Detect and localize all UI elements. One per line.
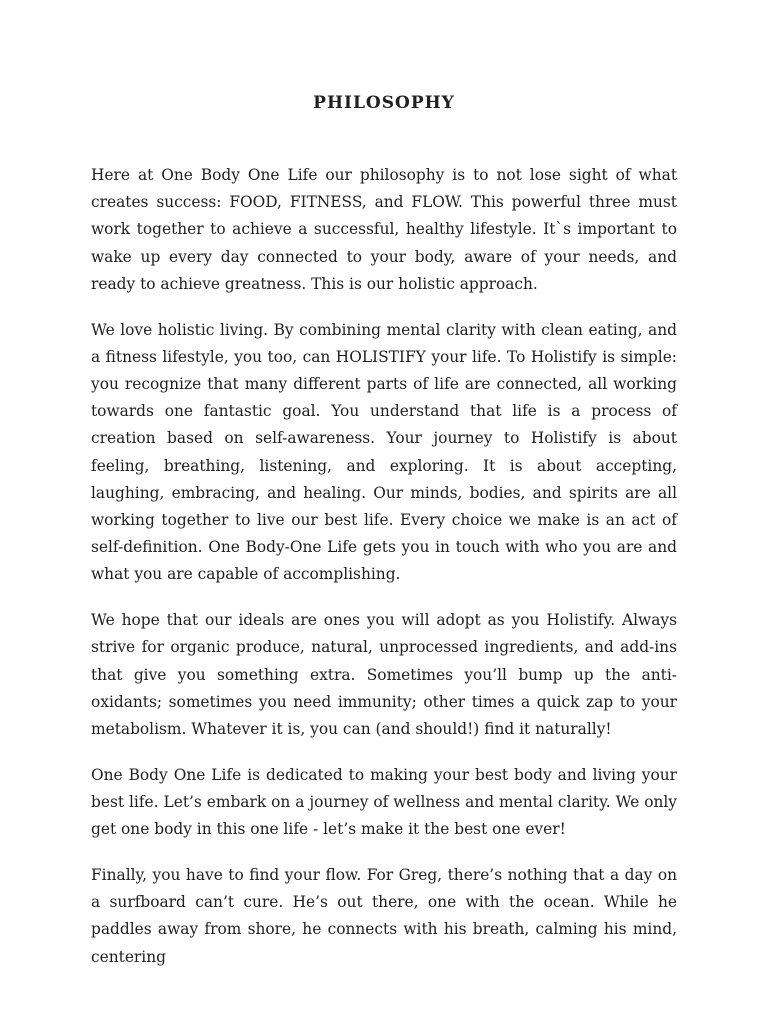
- paragraph-ideals: We hope that our ideals are ones you will adopt as you Holistify. Always strive for organic produce, natural, unprocessed ingredients, and add-ins that give you something extra. Sometimes you’ll bump up the anti-oxidants; sometimes you need immunity; other times a quick zap to your metabolism. Whatever it is, you can (and should!) find it naturally!: [91, 611, 677, 739]
- page-title: PHILOSOPHY: [313, 93, 455, 113]
- paragraph-dedication: One Body One Life is dedicated to making your best body and living your best life. Let’s embark on a journey of wellness and mental clarity. We only get one body in this one life - let’s make it the best one ever!: [91, 765, 677, 839]
- paragraph-philosophy-intro: Here at One Body One Life our philosophy is to not lose sight of what creates success: FOOD, FITNESS, and FLOW. This powerful three must work together to achieve a successful, healthy lifestyle. It`s important to wake up every day connected to your body, aware of your needs, and ready to achieve greatness. This is our holistic approach.: [91, 166, 677, 293]
- paragraph-find-your-flow: Finally, you have to find your flow. For Greg, there’s nothing that a day on a surfboard can’t cure. He’s out there, one with the ocean. While he paddles away from shore, he connects with his breath, calming his mind, centering: [91, 866, 677, 966]
- paragraph-holistic-living: We love holistic living. By combining mental clarity with clean eating, and a fitness lifestyle, you too, can HOLISTIFY your life. To Holistify is simple: you recognize that many different parts of life are connected, all working towards one fantastic goal. You understand that life is a process of creation based on self-awareness. Your journey to Holistify is about feeling, breathing, listening, and exploring. It is about accepting, laughing, embracing, and healing. Our minds, bodies, and spirits are all working together to live our best life. Every choice we make is an act of self-definition. One Body-One Life gets you in touch with who you are and what you are capable of accomplishing.: [91, 320, 677, 584]
